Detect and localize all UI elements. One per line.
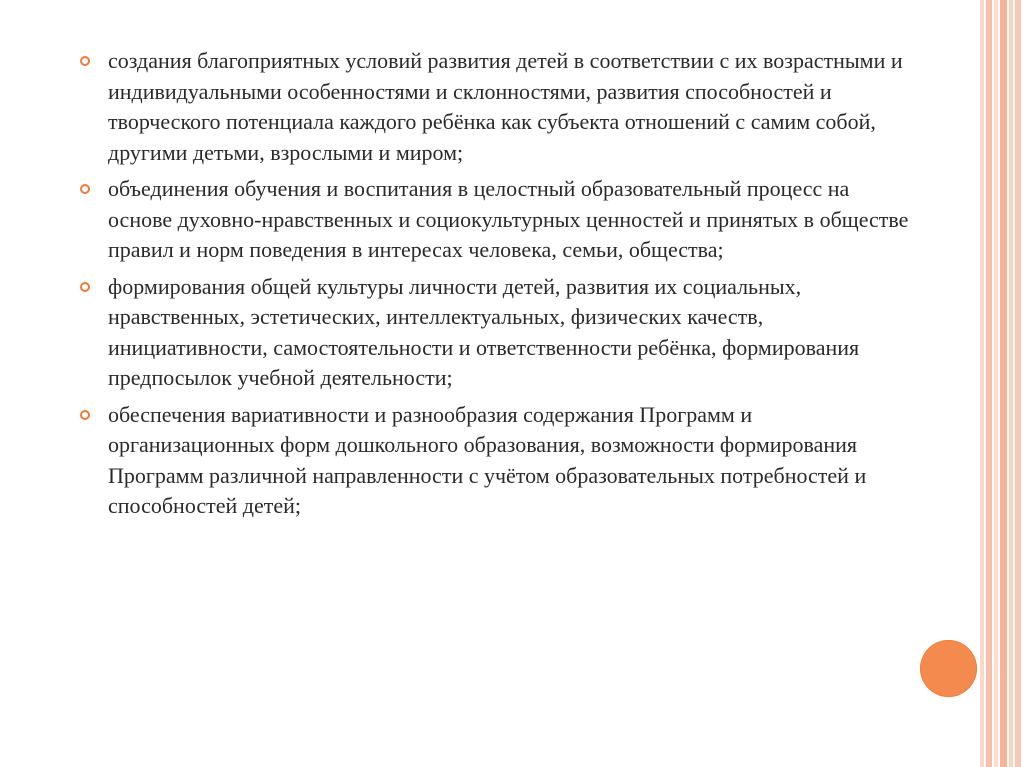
orange-circle-icon	[920, 640, 977, 697]
hollow-circle-bullet-icon	[80, 410, 90, 420]
list-item-text: обеспечения вариативности и разнообразия содержания Программ и организационных форм дошкольного образования, возможности формирования Программ различной направленности с учётом образовательных потребностей и способностей детей;	[108, 401, 867, 518]
list-item	[76, 272, 916, 394]
decorative-stripes	[980, 0, 1024, 767]
list-item	[76, 174, 916, 266]
hollow-circle-bullet-icon	[80, 282, 90, 292]
bullet-list	[76, 46, 916, 522]
stripe	[1000, 0, 1007, 767]
list-item-text: формирования общей культуры личности детей, развития их социальных, нравственных, эстетических, интеллектуальных, физических качеств, инициативности, самостоятельности и ответственности ребёнка, формирования предпосылок учебной деятельности;	[108, 273, 860, 390]
list-item-text: создания благоприятных условий развития детей в соответствии с их возрастными и индивидуальными особенностями и склонностями, развития способностей и творческого потенциала каждого ребёнка как субъекта отношений с самим собой, другими детьми, взрослыми и миром;	[108, 48, 903, 165]
hollow-circle-bullet-icon	[80, 184, 90, 194]
stripe	[1015, 0, 1021, 767]
stripe	[1009, 0, 1013, 767]
bullet-content	[76, 46, 916, 528]
hollow-circle-bullet-icon	[80, 56, 90, 66]
list-item	[76, 400, 916, 522]
stripe	[980, 0, 984, 767]
stripe	[994, 0, 998, 767]
list-item	[76, 46, 916, 168]
stripe	[986, 0, 992, 767]
list-item-text: объединения обучения и воспитания в целостный образовательный процесс на основе духовно-нравственных и социокультурных ценностей и принятых в обществе правил и норм поведения в интересах человека, семьи, общества;	[108, 176, 909, 262]
